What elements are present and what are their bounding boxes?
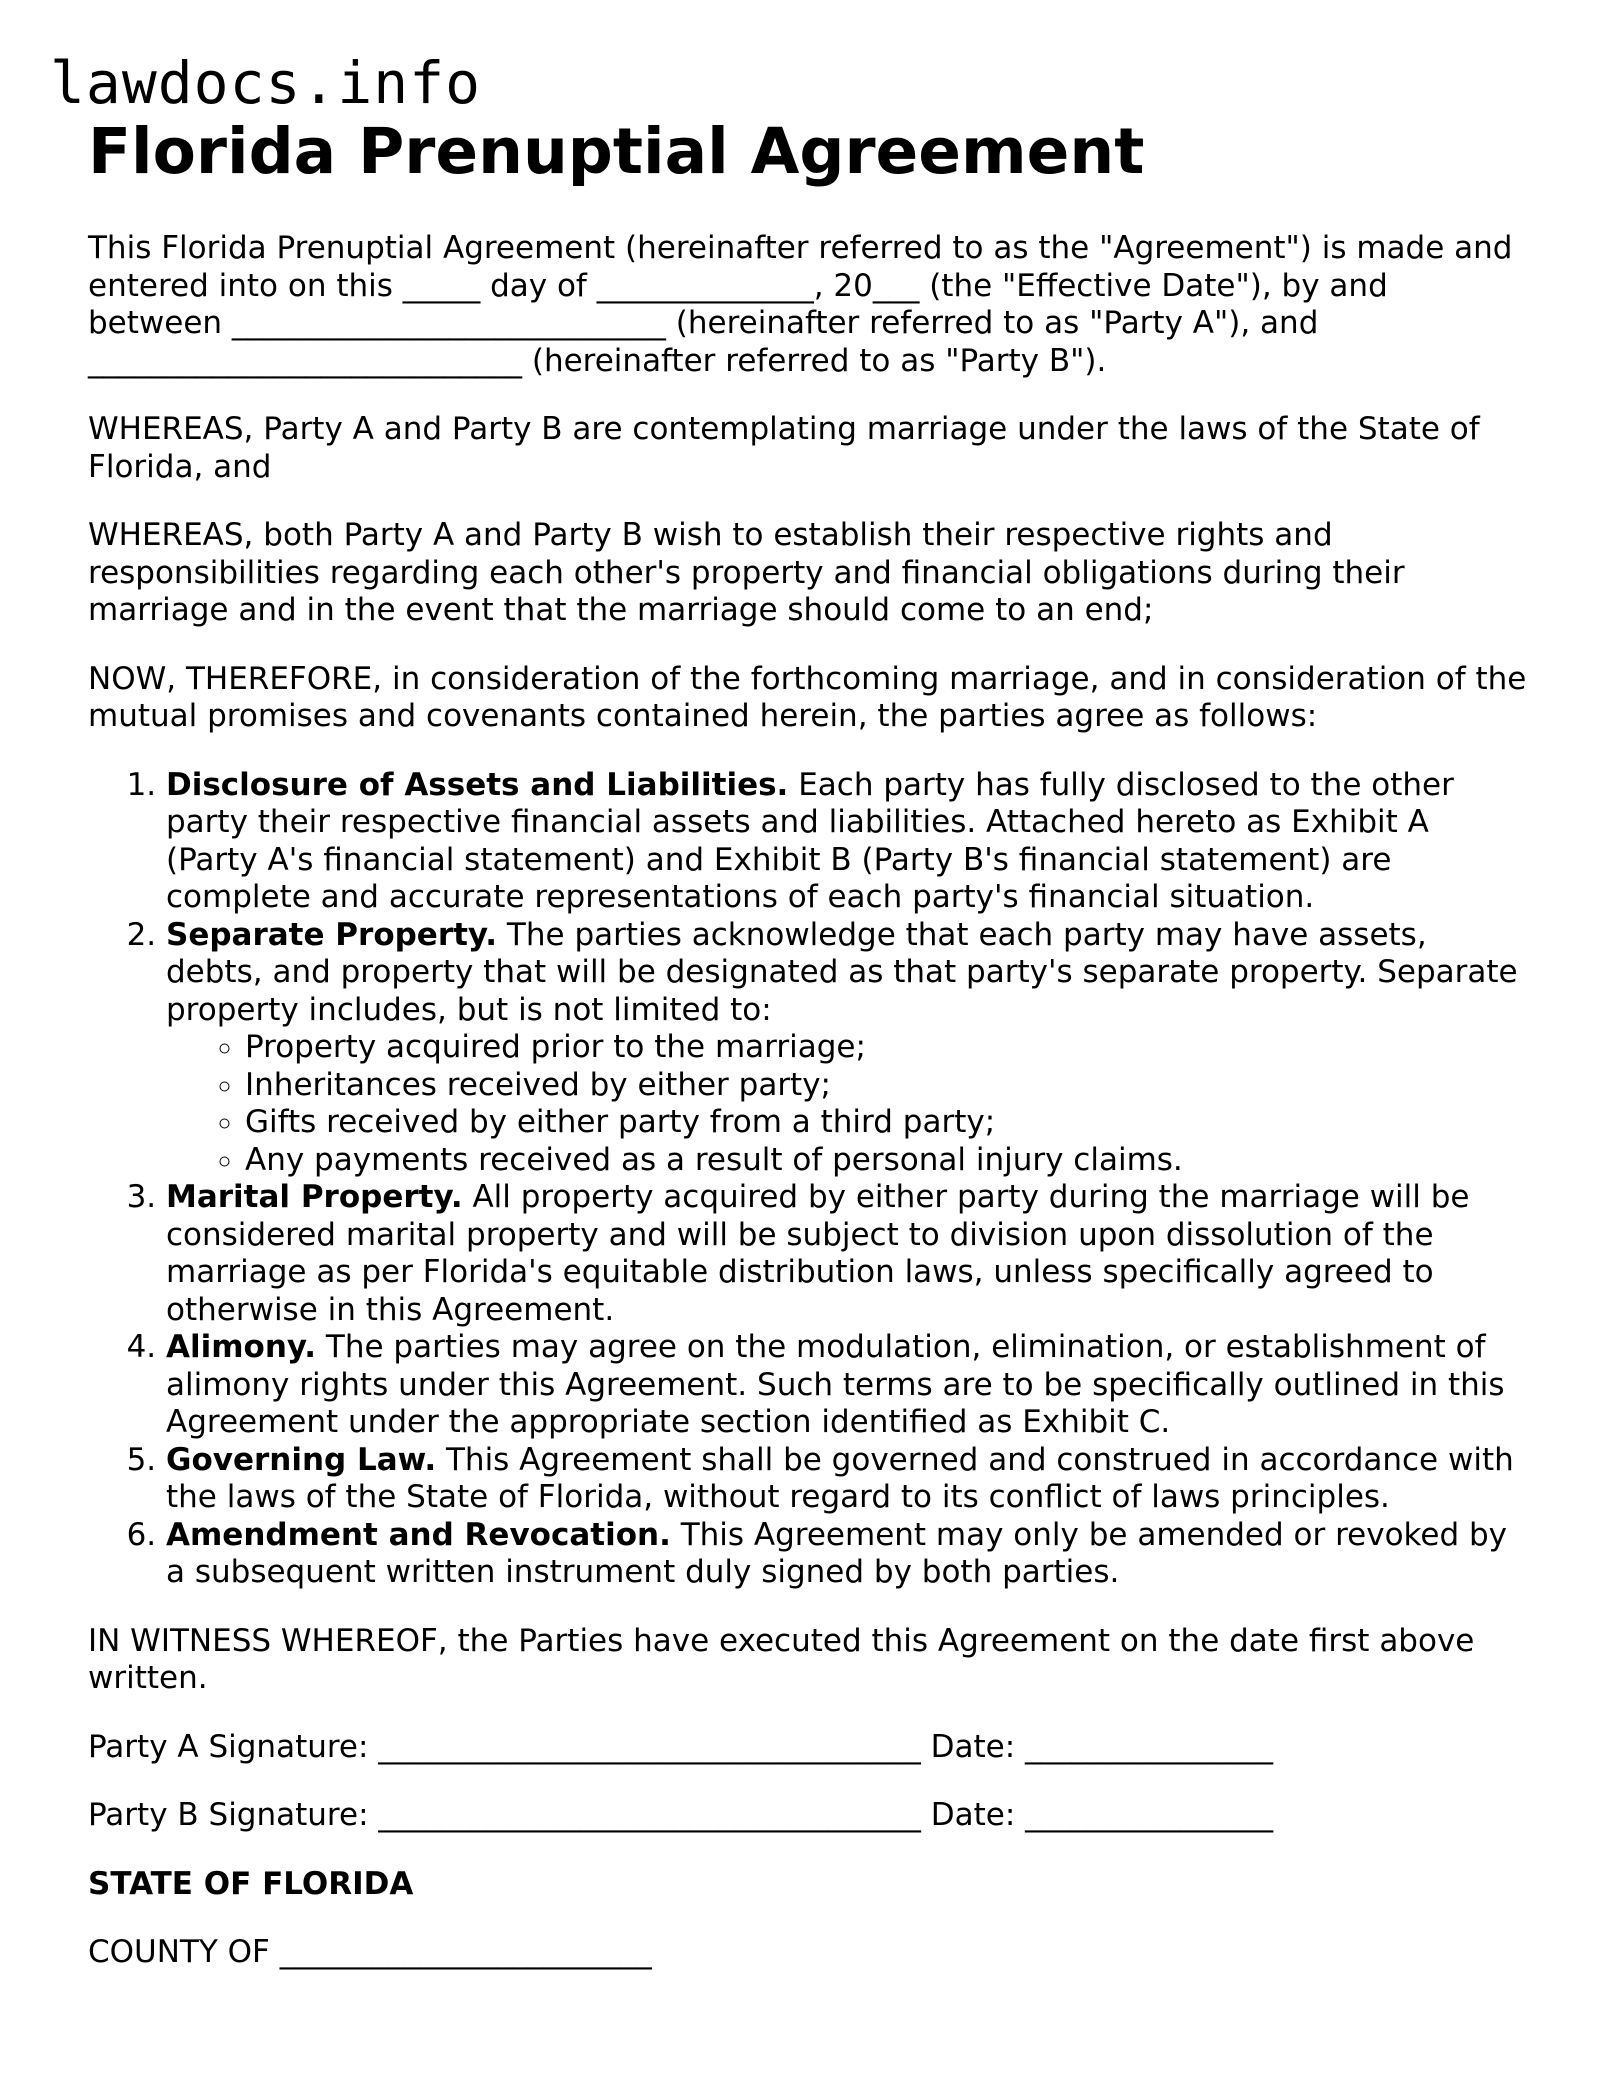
clause-heading: Governing Law.: [166, 1441, 437, 1478]
clauses-list: [88, 767, 1528, 1592]
clause-alimony: [166, 1329, 1528, 1442]
intro-paragraph: This Florida Prenuptial Agreement (hereinafter referred to as the "Agreement") is made and entered into on this _____ day of ______________, 20___ (the "Effective Date"), by and between ____________________________ (hereinafter referred to as "Party A"), and ____________________________ (hereinafter referred to as "Party B").: [88, 230, 1513, 379]
clause-text: The parties acknowledge that each party may have assets, debts, and property that will be designated as that party's separate property. Separate property includes, but is not limited to:: [166, 916, 1518, 1028]
clause-heading: Disclosure of Assets and Liabilities.: [166, 766, 789, 803]
party-a-signature-line: Party A Signature: ___________________________________ Date: ________________: [88, 1728, 1274, 1765]
county-line: COUNTY OF ________________________: [88, 1934, 652, 1970]
clause-text: The parties may agree on the modulation, elimination, or establishment of alimony rights under this Agreement. Such terms are to be specifically outlined in this Agreement under the appropriate section identified as Exhibit C.: [166, 1329, 1505, 1440]
list-item: ◦ Gifts received by either party from a third party;: [245, 1104, 1528, 1142]
list-item: ◦ Any payments received as a result of personal injury claims.: [245, 1142, 1528, 1180]
clause-separate-property: [166, 917, 1528, 1180]
clause-governing-law: [166, 1442, 1528, 1517]
watermark: lawdocs.info: [50, 49, 482, 117]
clause-disclosure: [166, 767, 1528, 917]
separate-property-list: [166, 1029, 1528, 1179]
witness-paragraph: IN WITNESS WHEREOF, the Parties have executed this Agreement on the date first above written.: [88, 1622, 1475, 1696]
list-item: ◦ Property acquired prior to the marriage;: [245, 1029, 1528, 1067]
clause-text: This Agreement shall be governed and construed in accordance with the laws of the State of Florida, without regard to its conflict of laws principles.: [166, 1441, 1514, 1515]
clause-amendment: [166, 1517, 1528, 1592]
clause-heading: Marital Property.: [166, 1179, 463, 1215]
party-b-signature-line: Party B Signature: ___________________________________ Date: ________________: [88, 1797, 1274, 1833]
whereas-paragraph-1: WHEREAS, Party A and Party B are contemplating marriage under the laws of the State of Florida, and: [88, 411, 1480, 485]
clause-heading: Alimony.: [166, 1329, 317, 1365]
list-item: ◦ Inheritances received by either party;: [245, 1067, 1528, 1105]
document-title: Florida Prenuptial Agreement: [88, 115, 1145, 188]
clause-text: This Agreement may only be amended or revoked by a subsequent written instrument duly signed by both parties.: [166, 1516, 1508, 1590]
now-therefore-paragraph: NOW, THEREFORE, in consideration of the forthcoming marriage, and in consideration of the mutual promises and covenants contained herein, the parties agree as follows:: [88, 660, 1527, 734]
clause-marital-property: [166, 1179, 1528, 1329]
clause-text: All property acquired by either party during the marriage will be considered marital property and will be subject to division upon dissolution of the marriage as per Florida's equitable distribution laws, unless specifically agreed to otherwise in this Agreement.: [166, 1179, 1470, 1328]
document-body: [88, 230, 1528, 2003]
clause-heading: Separate Property.: [166, 916, 498, 953]
state-heading: STATE OF FLORIDA: [88, 1865, 414, 1902]
clause-heading: Amendment and Revocation.: [166, 1516, 671, 1553]
clause-text: Each party has fully disclosed to the other party their respective financial assets and liabilities. Attached hereto as Exhibit A (Party A's financial statement) and Exhibit B (Party B's financial statement) are complete and accurate representations of each party's financial situation.: [166, 766, 1454, 915]
whereas-paragraph-2: WHEREAS, both Party A and Party B wish to establish their respective rights and responsibilities regarding each other's property and financial obligations during their marriage and in the event that the marriage should come to an end;: [88, 517, 1405, 628]
